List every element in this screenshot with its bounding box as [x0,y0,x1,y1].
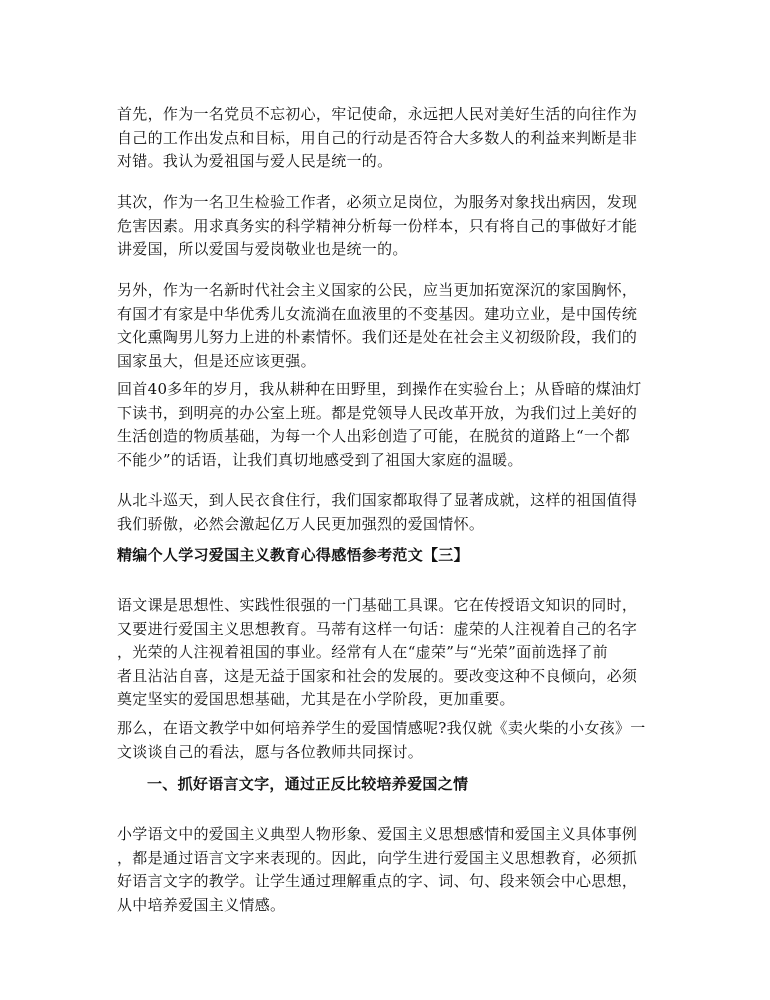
text-line: 另外，作为一名新时代社会主义国家的公民，应当更加拓宽深沉的家国胸怀， [117,281,638,299]
text-line: 对错。我认为爱祖国与爱人民是统一的。 [117,152,393,170]
text-line: 又要进行爱国主义思想教育。马蒂有这样一句话：虚荣的人注视着自己的名字 [117,619,638,638]
subsection-title: 一、抓好语言文字，通过正反比较培养爱国之情 [147,775,469,793]
text-line: 自己的工作出发点和目标，用自己的行动是否符合大多数人的利益来判断是非 [117,128,638,147]
text-line: ，光荣的人注视着祖国的事业。经常有人在“虚荣”与“光荣”面前选择了前 [117,643,608,661]
text-line: 者且沾沾自喜，这是无益于国家和社会的发展的。要改变这种不良倾向，必须 [117,666,638,685]
text-line: 生活创造的物质基础，为每一个人出彩创造了可能，在脱贫的道路上“一个都 [117,427,630,445]
text-line: 有国才有家是中华优秀儿女流淌在血液里的不变基因。建功立业，是中国传统 [117,304,638,323]
paragraph-1 [117,103,657,174]
text-line: 不能少”的话语，让我们真切地感受到了祖国大家庭的温暖。 [117,450,523,469]
paragraph-7 [117,717,657,764]
paragraph-5 [117,489,657,536]
text-line: 我们骄傲，必然会激起亿万人民更加强烈的爱国情怀。 [117,514,485,533]
paragraph-6 [117,594,657,712]
text-line: 危害因素。用求真务实的科学精神分析每一份样本，只有将自己的事做好才能 [117,216,638,235]
text-line: ，都是通过语言文字来表现的。因此，向学生进行爱国主义思想教育，必须抓 [117,848,638,867]
section-title: 精编个人学习爱国主义教育心得感悟参考范文【三】 [117,546,469,564]
text-line: 国家虽大，但是还应该更强。 [117,351,316,370]
paragraph-4 [117,378,657,472]
text-line: 其次，作为一名卫生检验工作者，必须立足岗位，为服务对象找出病因，发现 [117,193,638,211]
text-line: 首先，作为一名党员不忘初心，牢记使命，永远把人民对美好生活的向往作为 [117,105,638,123]
paragraph-3 [117,279,657,373]
text-line: 从中培养爱国主义情感。 [117,895,286,914]
paragraph-8 [117,823,657,917]
text-line: 下读书，到明亮的办公室上班。都是党领导人民改革开放，为我们过上美好的 [117,403,638,422]
text-line: 讲爱国，所以爱国与爱岗敬业也是统一的。 [117,240,408,258]
text-line: 从北斗巡天，到人民衣食住行，我们国家都取得了显著成就，这样的祖国值得 [117,491,638,509]
text-line: 文谈谈自己的看法，愿与各位教师共同探讨。 [117,742,424,761]
text-line: 回首40多年的岁月，我从耕种在田野里，到操作在实验台上；从昏暗的煤油灯 [117,380,642,398]
text-line: 奠定坚实的爱国思想基础，尤其是在小学阶段，更加重要。 [117,690,515,708]
text-line: 好语言文字的教学。让学生通过理解重点的字、词、句、段来领会中心思想， [117,872,638,890]
text-line: 文化熏陶男儿努力上进的朴素情怀。我们还是处在社会主义初级阶段，我们的 [117,328,638,346]
text-line: 那么，在语文教学中如何培养学生的爱国情感呢?我仅就《卖火柴的小女孩》一 [117,719,646,737]
text-line: 小学语文中的爱国主义典型人物形象、爱国主义思想感情和爱国主义具体事例 [117,825,638,843]
text-line: 语文课是思想性、实践性很强的一门基础工具课。它在传授语文知识的同时， [117,596,638,614]
paragraph-2 [117,191,657,262]
